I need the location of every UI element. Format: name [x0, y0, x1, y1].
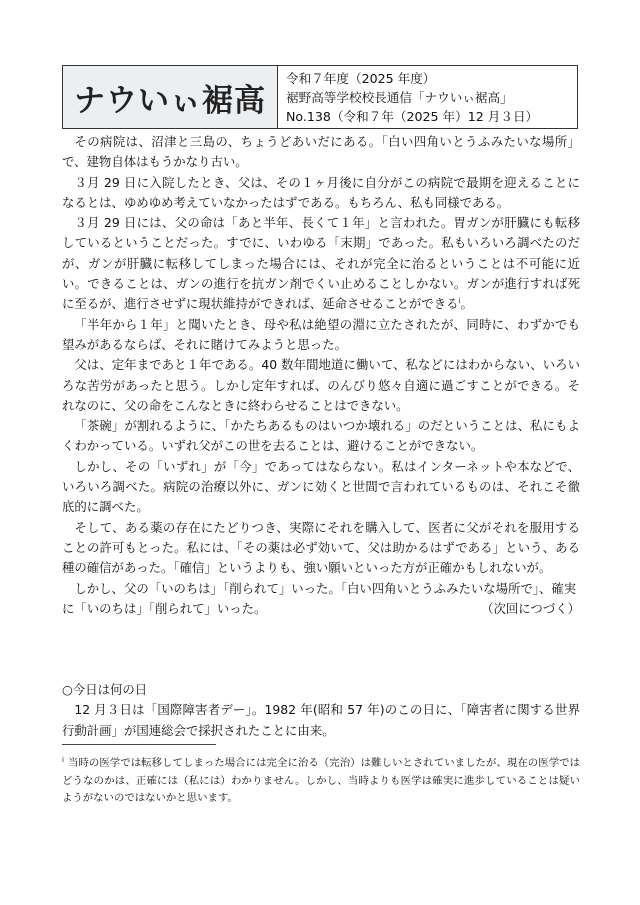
today-text: 12 月３日は「国際障害者デー」。1982 年(昭和 57 年)のこの日に、「障害者に関する世界行動計画」が国連総会で採択されたことに由来。	[62, 702, 580, 738]
paragraph-end: 。	[460, 296, 473, 312]
newsletter-logo: ナウいぃ裾高	[74, 82, 266, 119]
paragraph	[62, 579, 580, 620]
article-body	[62, 132, 580, 619]
continued-note: （次回につづく）	[481, 600, 580, 616]
fiscal-year: 令和７年度（2025 年度）	[286, 71, 436, 86]
paragraph: そして、ある薬の存在にたどりつき、実際にそれを購入して、医者に父がそれを服用することの許可もとった。私には、「その薬は必ず効いて、父は助かるはずである」という、ある種の確信があった。「確信」というよりも、強い願いといった方が正確かもしれないが。	[62, 519, 580, 576]
logo-box	[63, 66, 278, 128]
footnote	[62, 755, 580, 808]
paragraph: 「茶碗」が割れるように、「かたちあるものはいつか壊れる」のだということは、私にもよくわかっている。いずれ父がこの世を去ることは、避けることができない。	[62, 418, 580, 454]
paragraph: その病院は、沼津と三島の、ちょうどあいだにある。「白い四角いとうふみたいな場所」で、建物自体はもうかなり古い。	[62, 134, 580, 170]
paragraph: ３月 29 日に入院したとき、父は、その１ヶ月後に自分がこの病院で最期を迎えることになるとは、ゆめゆめ考えていなかったはずである。もちろん、私も同様である。	[62, 174, 580, 210]
today-section	[62, 680, 580, 741]
footnote-text: 当時の医学では転移してしまった場合には完全に治る（完治）は難しいとされていましたが、現在の医学ではどうなのかは、正確には（私には）わかりません。しかし、当時よりも医学は確実に進歩していることは疑いようがないのではないかと思います。	[62, 757, 580, 804]
paragraph: しかし、その「いずれ」が「今」であってはならない。私はインターネットや本などで、いろいろ調べた。病院の治療以外に、ガンに効くと世間で言われているものは、それこそ徹底的に調べた。	[62, 458, 580, 515]
footnote-reference[interactable]: i	[458, 297, 461, 306]
paragraph: 父は、定年まであと１年である。40 数年間地道に働いて、私などにはわからない、いろいろな苦労があったと思う。しかし定年すれば、のんびり悠々自適に過ごすことができる。それなのに、父の命をこんなときに終わらせることはできない。	[62, 357, 580, 413]
paragraph-text: ３月 29 日には、父の命は「あと半年、長くて１年」と言われた。胃ガンが肝臓にも転移しているということだった。すでに、いわゆる「末期」であった。私もいろいろ調べたのだが、ガンが肝臓に転移してしまった場合には、それが完全に治るということは不可能に近い。できることは、ガンの進行を抗ガン剤でくい止めることしかない。ガンが進行すれば死に至るが、進行させずに現状維持ができれば、延命させることができる	[62, 215, 580, 312]
paragraph: 「半年から１年」と聞いたとき、母や私は絶望の淵に立たされたが、同時に、わずかでも望みがあるならば、それに賭けてみようと思った。	[62, 316, 580, 352]
footnote-divider	[62, 744, 216, 745]
newsletter-header	[62, 65, 578, 129]
paragraph-text: しかし、父の「いのちは」「削られて」いった。「白い四角いとうふみたいな場所で」、確実に「いのちは」「削られて」いった。	[62, 580, 577, 616]
paragraph	[62, 213, 580, 314]
newsletter-title: 裾野高等学校校長通信「ナウいぃ裾高」	[286, 90, 513, 105]
footnote-mark: i	[62, 755, 64, 764]
today-heading: ○今日は何の日	[62, 682, 148, 697]
issue-number-date: No.138（令和７年（2025 年）12 月３日）	[286, 109, 539, 124]
header-info	[278, 66, 577, 128]
